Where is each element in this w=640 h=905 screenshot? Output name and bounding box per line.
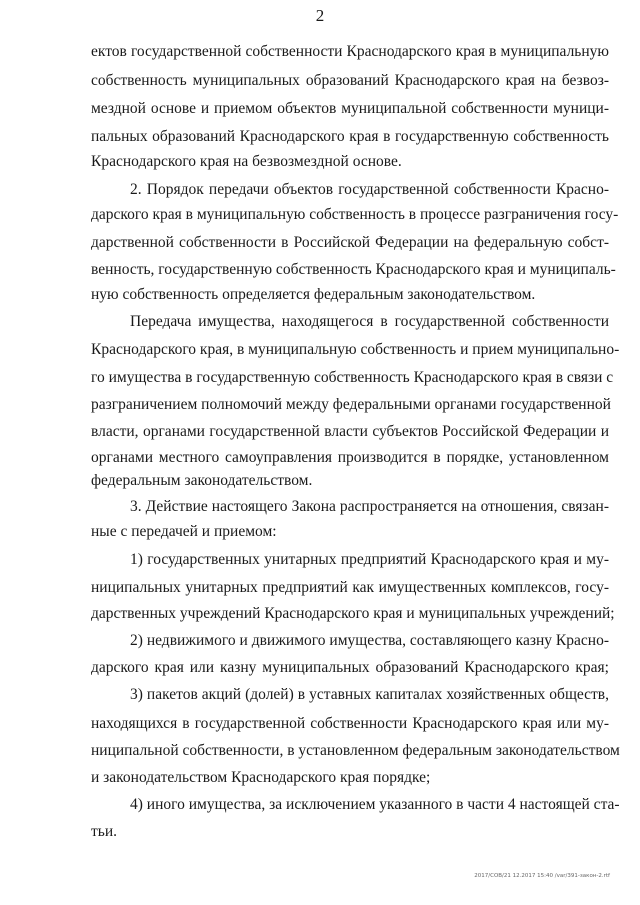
text-line: 2) недвижимого и движимого имущества, составляющего казну Красно- [130, 632, 609, 649]
text-line: и законодательством Краснодарского края порядке; [91, 769, 431, 786]
footer-file-info: 2017/COB/21 12.2017 15:40 /var/391-закон-2.rtf [474, 873, 610, 879]
text-line: Передача имущества, находящегося в государственной собственности [130, 313, 609, 330]
text-line: ниципальной собственности, в установленном федеральным законодательством [91, 742, 620, 759]
text-line: мездной основе и приемом объектов муниципальной собственности муници- [91, 100, 609, 117]
text-line: собственность муниципальных образований Краснодарского края на безвоз- [91, 72, 609, 89]
text-line: дарского края или казну муниципальных образований Краснодарского края; [91, 659, 609, 676]
text-line: 3. Действие настоящего Закона распространяется на отношения, связан- [130, 498, 609, 515]
text-line: разграничением полномочий между федеральными органами государственной [91, 396, 611, 413]
text-line: венность, государственную собственность Краснодарского края и муниципаль- [91, 261, 616, 278]
text-line: ные с передачей и приемом: [91, 523, 277, 540]
text-line: дарского края в муниципальную собственность в процессе разграничения госу- [91, 206, 619, 223]
text-line: Краснодарского края, в муниципальную собственность и прием муниципально- [91, 341, 620, 358]
text-line: ектов государственной собственности Краснодарского края в муниципальную [91, 43, 609, 60]
text-line: Краснодарского края на безвозмездной основе. [91, 153, 402, 170]
text-line: го имущества в государственную собственность Краснодарского края в связи с [91, 369, 614, 386]
text-line: дарственной собственности в Российской Федерации на федеральную собст- [91, 234, 609, 251]
text-line: федеральным законодательством. [91, 472, 313, 489]
text-line: пальных образований Краснодарского края в государственную собственность [91, 128, 609, 145]
text-line: 4) иного имущества, за исключением указанного в части 4 настоящей ста- [130, 796, 620, 813]
text-line: дарственных учреждений Краснодарского края и муниципальных учреждений; [91, 605, 615, 622]
text-line: власти, органами государственной власти субъектов Российской Федерации и [91, 423, 609, 440]
text-line: 2. Порядок передачи объектов государственной собственности Красно- [130, 181, 609, 198]
page-number: 2 [315, 6, 325, 25]
text-line: 1) государственных унитарных предприятий Краснодарского края и му- [130, 551, 609, 568]
text-line: органами местного самоуправления производится в порядке, установленном [91, 449, 609, 466]
text-line: ниципальных унитарных предприятий как имущественных комплексов, госу- [91, 579, 609, 596]
text-line: находящихся в государственной собственности Краснодарского края или му- [91, 715, 609, 732]
text-line: ную собственность определяется федеральным законодательством. [91, 286, 536, 303]
text-line: 3) пакетов акций (долей) в уставных капиталах хозяйственных обществ, [130, 686, 609, 703]
text-line: тьи. [91, 823, 118, 840]
